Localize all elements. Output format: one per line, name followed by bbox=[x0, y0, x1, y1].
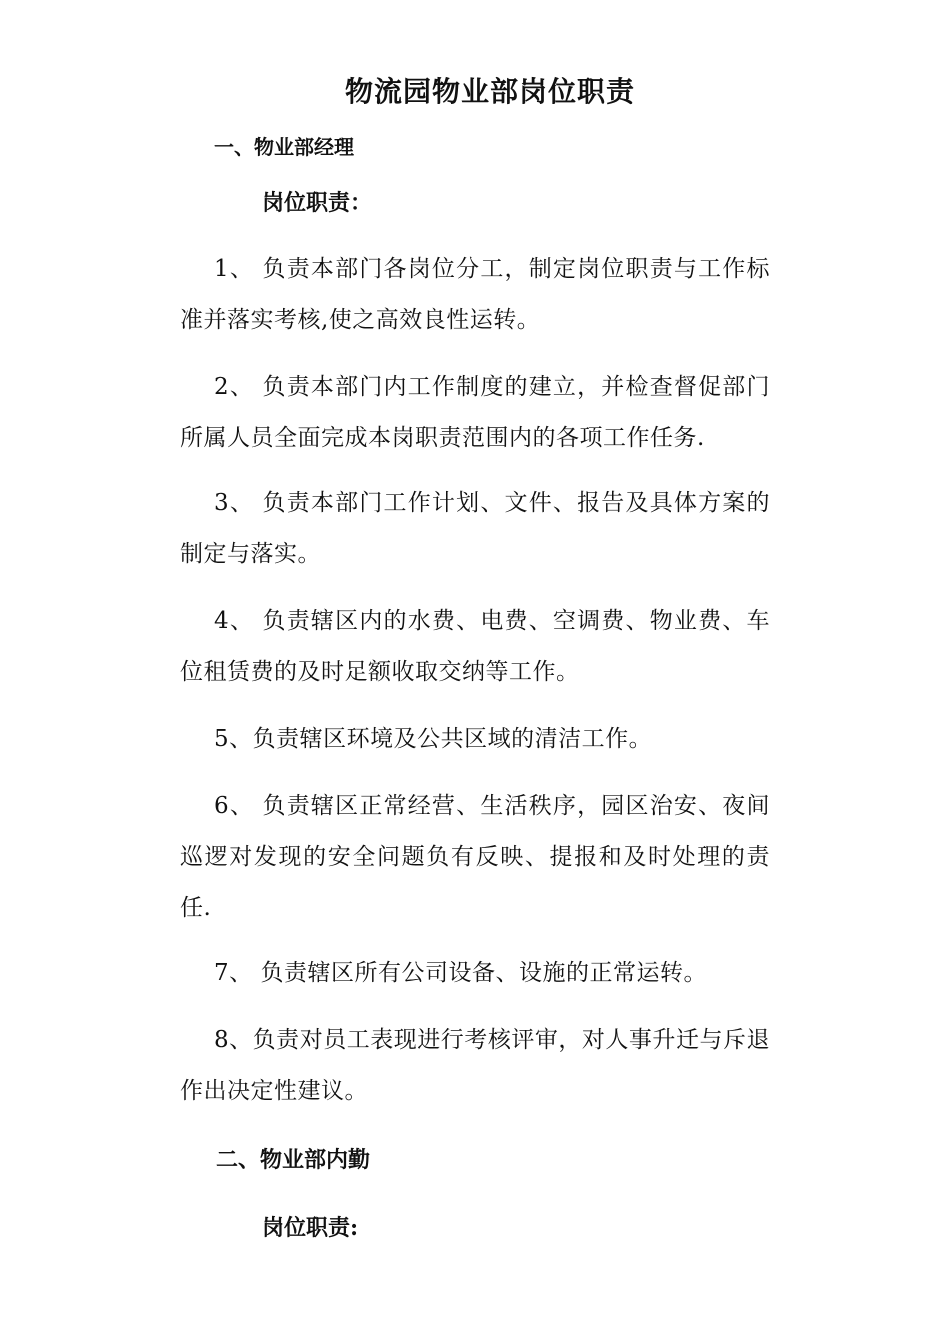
duty-item-8: 8、负责对员工表现进行考核评审，对人事升迁与斥退作出决定性建议。 bbox=[180, 1027, 770, 1104]
duty-item-5: 5、负责辖区环境及公共区域的清洁工作。 bbox=[214, 726, 653, 752]
section-heading-manager: 一、物业部经理 bbox=[214, 135, 354, 159]
duty-item-3: 3、 负责本部门工作计划、文件、报告及具体方案的制定与落实。 bbox=[180, 490, 770, 567]
duty-item-2: 2、 负责本部门内工作制度的建立，并检查督促部门所属人员全面完成本岗职责范围内的各项工作任务. bbox=[180, 374, 770, 451]
duty-item-1: 1、 负责本部门各岗位分工，制定岗位职责与工作标准并落实考核,使之高效良性运转。 bbox=[180, 256, 770, 333]
duty-item-6: 6、 负责辖区正常经营、生活秩序，园区治安、夜间巡逻对发现的安全问题负有反映、提报和及时处理的责任. bbox=[180, 793, 770, 921]
section-heading-office-staff: 二、物业部内勤 bbox=[216, 1147, 371, 1173]
duties-subheading-office-staff: 岗位职责: bbox=[262, 1215, 359, 1241]
duty-item-4: 4、 负责辖区内的水费、电费、空调费、物业费、车位租赁费的及时足额收取交纳等工作。 bbox=[180, 608, 770, 685]
page-title: 物流园物业部岗位职责 bbox=[344, 75, 635, 108]
duty-item-7: 7、 负责辖区所有公司设备、设施的正常运转。 bbox=[214, 960, 707, 986]
duties-subheading-manager: 岗位职责： bbox=[262, 190, 373, 216]
